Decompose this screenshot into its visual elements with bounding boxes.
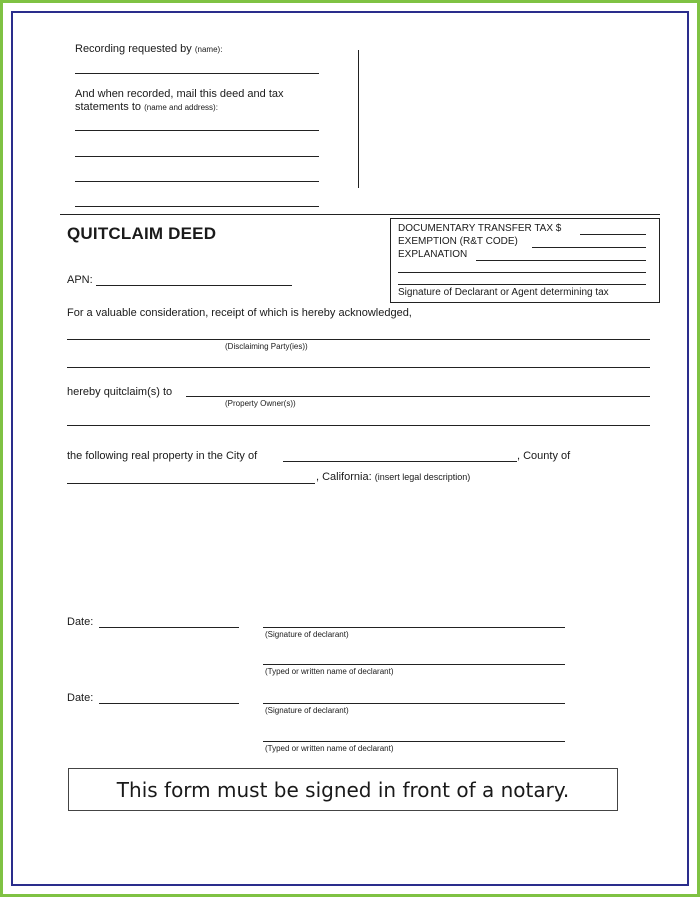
recording-divider	[358, 50, 359, 188]
transfer-tax-field[interactable]	[580, 234, 646, 235]
typed-name-hint-1: (Typed or written name of declarant)	[265, 667, 394, 676]
apn-field[interactable]	[96, 285, 292, 286]
page-title: QUITCLAIM DEED	[67, 224, 217, 243]
date-field-2[interactable]	[99, 703, 239, 704]
typed-name-field-1[interactable]	[263, 664, 565, 665]
date-label-1: Date:	[67, 616, 94, 628]
notary-notice-text: This form must be signed in front of a notary.	[116, 777, 570, 802]
typed-name-hint-2: (Typed or written name of declarant)	[265, 744, 394, 753]
transfer-tax-label: DOCUMENTARY TRANSFER TAX $	[398, 223, 562, 234]
property-owner-hint: (Property Owner(s))	[225, 399, 296, 408]
signature-field-1[interactable]	[263, 627, 565, 628]
county-label: , County of	[517, 450, 571, 462]
signature-hint-2: (Signature of declarant)	[265, 706, 349, 715]
signature-field-2[interactable]	[263, 703, 565, 704]
california-label: , California: (insert legal description)	[316, 471, 471, 483]
mail-to-label-line1: And when recorded, mail this deed and tax	[75, 88, 284, 100]
recording-requested-field[interactable]	[75, 73, 319, 74]
date-label-2: Date:	[67, 692, 94, 704]
exemption-label: EXEMPTION (R&T CODE)	[398, 236, 518, 247]
section-divider	[60, 214, 660, 215]
mail-to-field-4[interactable]	[75, 206, 319, 207]
tax-signature-label: Signature of Declarant or Agent determining tax	[398, 287, 609, 298]
disclaiming-party-hint: (Disclaiming Party(ies))	[225, 342, 308, 351]
apn-label: APN:	[67, 274, 93, 286]
exemption-field[interactable]	[532, 247, 646, 248]
property-city-label: the following real property in the City of	[67, 450, 258, 462]
mail-to-field-3[interactable]	[75, 181, 319, 182]
quitclaim-to-label: hereby quitclaim(s) to	[67, 386, 173, 398]
consideration-text: For a valuable consideration, receipt of which is hereby acknowledged,	[67, 307, 412, 319]
notary-notice-box	[68, 768, 618, 811]
disclaiming-party-field-2[interactable]	[67, 367, 650, 368]
inner-frame	[11, 11, 689, 886]
recording-requested-label: Recording requested by (name):	[75, 43, 223, 55]
tax-signature-field[interactable]	[398, 284, 646, 285]
mail-to-label-line2: statements to (name and address):	[75, 101, 218, 113]
mail-to-field-1[interactable]	[75, 130, 319, 131]
property-owner-field-2[interactable]	[67, 425, 650, 426]
county-field[interactable]	[67, 483, 315, 484]
signature-hint-1: (Signature of declarant)	[265, 630, 349, 639]
explanation-label: EXPLANATION	[398, 249, 468, 260]
city-field[interactable]	[283, 461, 517, 462]
explanation-field-1[interactable]	[476, 260, 646, 261]
explanation-field-2[interactable]	[398, 272, 646, 273]
mail-to-field-2[interactable]	[75, 156, 319, 157]
disclaiming-party-field[interactable]	[67, 339, 650, 340]
property-owner-field[interactable]	[186, 396, 650, 397]
date-field-1[interactable]	[99, 627, 239, 628]
typed-name-field-2[interactable]	[263, 741, 565, 742]
